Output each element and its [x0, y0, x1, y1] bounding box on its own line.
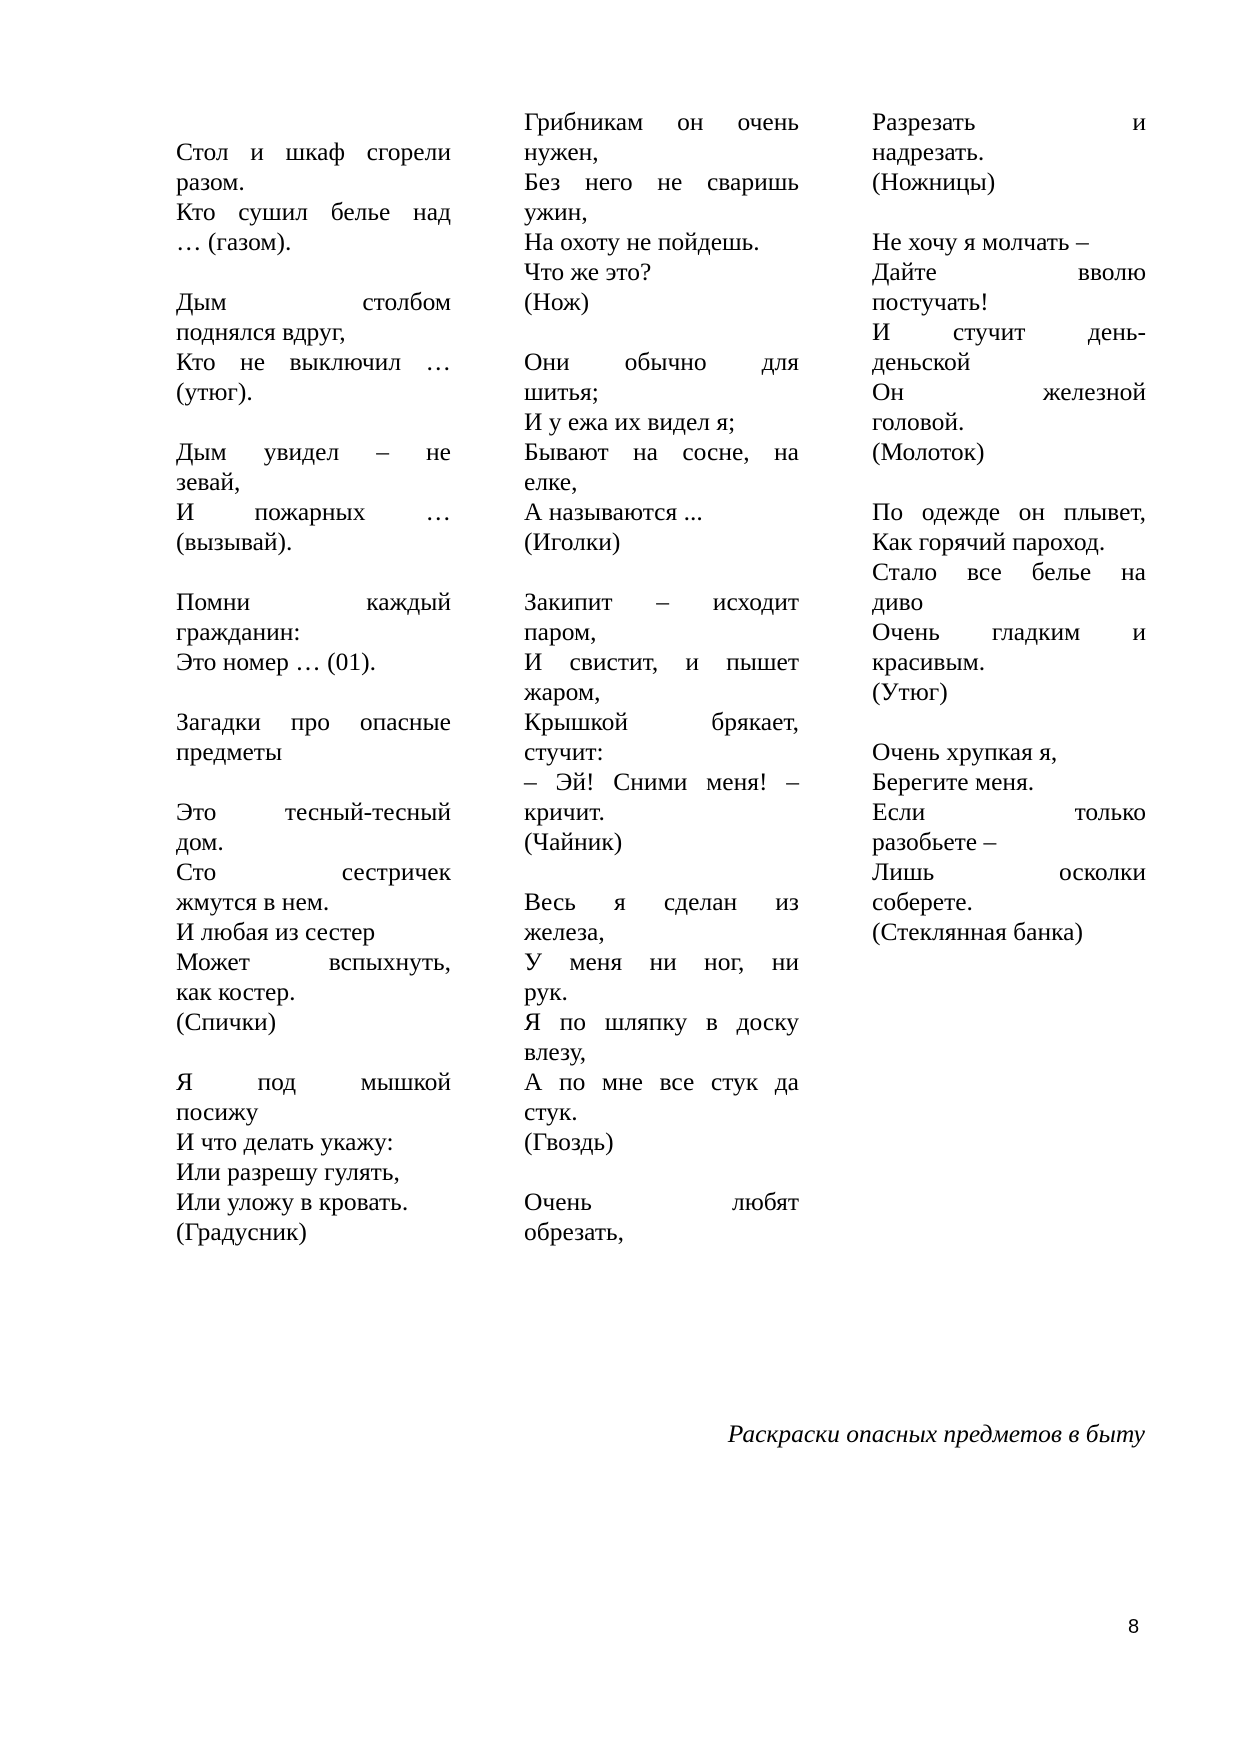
text-line: стучит:	[524, 737, 604, 766]
answer-line: (Спички)	[176, 1007, 277, 1036]
riddle-stanza	[176, 287, 451, 407]
text-line: гражданин:	[176, 617, 301, 646]
text-line: И пожарных …	[176, 497, 451, 526]
text-line: И что делать укажу:	[176, 1127, 394, 1156]
text-line: Я под мышкой	[176, 1067, 451, 1096]
text-line: – Эй! Сними меня! –	[524, 767, 799, 796]
text-line: разобьете –	[872, 827, 997, 856]
text-line: Бывают на сосне, на	[524, 437, 799, 466]
text-line: Или уложу в кровать.	[176, 1187, 409, 1216]
text-line: паром,	[524, 617, 597, 646]
text-line: Разрезать и	[872, 107, 1146, 136]
text-line: Закипит – исходит	[524, 587, 799, 616]
text-line: нужен,	[524, 137, 599, 166]
text-line: Сто сестричек	[176, 857, 451, 886]
text-line: соберете.	[872, 887, 973, 916]
text-line: поднялся вдруг,	[176, 317, 346, 346]
text-line: И свистит, и пышет	[524, 647, 799, 676]
text-line: посижу	[176, 1097, 259, 1126]
text-line: деньской	[872, 347, 971, 376]
answer-line: (Иголки)	[524, 527, 621, 556]
heading-line: предметы	[176, 737, 283, 766]
text-line: головой.	[872, 407, 965, 436]
text-line: … (газом).	[176, 227, 292, 256]
text-line: Очень гладким и	[872, 617, 1146, 646]
text-line: (утюг).	[176, 377, 253, 406]
text-line: жаром,	[524, 677, 601, 706]
text-line: И у ежа их видел я;	[524, 407, 736, 436]
text-line: постучать!	[872, 287, 989, 316]
answer-line: (Градусник)	[176, 1217, 307, 1246]
riddle-stanza	[176, 137, 451, 257]
text-line: Очень любят	[524, 1187, 799, 1216]
text-line: Может вспыхнуть,	[176, 947, 451, 976]
caption: Раскраски опасных предметов в быту	[727, 1419, 1145, 1448]
text-line: зевай,	[176, 467, 241, 496]
text-line: Кто сушил белье над	[176, 197, 451, 226]
text-line: Очень хрупкая я,	[872, 737, 1058, 766]
text-line: шитья;	[524, 377, 599, 406]
text-line: У меня ни ног, ни	[524, 947, 799, 976]
answer-line: (Ножницы)	[872, 167, 996, 196]
text-column-3	[872, 107, 1146, 947]
text-line: жмутся в нем.	[176, 887, 330, 916]
text-line: Лишь осколки	[872, 857, 1146, 886]
text-column-1	[176, 137, 451, 1247]
answer-line: (Чайник)	[524, 827, 623, 856]
text-line: Что же это?	[524, 257, 652, 286]
text-line: елке,	[524, 467, 578, 496]
text-line: Грибникам он очень	[524, 107, 799, 136]
page-number: 8	[1128, 1616, 1140, 1638]
text-column-2	[524, 107, 799, 1247]
text-line: красивым.	[872, 647, 986, 676]
text-line: дом.	[176, 827, 224, 856]
text-line: Они обычно для	[524, 347, 799, 376]
text-line: Или разрешу гулять,	[176, 1157, 400, 1186]
text-line: Не хочу я молчать –	[872, 227, 1089, 256]
text-line: влезу,	[524, 1037, 587, 1066]
answer-line: (Молоток)	[872, 437, 985, 466]
text-line: Это номер … (01).	[176, 647, 376, 676]
text-line: кричит.	[524, 797, 605, 826]
text-line: Дым увидел – не	[176, 437, 451, 466]
text-line: По одежде он плывет,	[872, 497, 1146, 526]
text-line: Крышкой брякает,	[524, 707, 799, 736]
riddle-stanza	[524, 107, 799, 317]
riddle-stanza	[176, 587, 451, 677]
riddle-stanza	[524, 1187, 799, 1247]
text-line: Я по шляпку в доску	[524, 1007, 799, 1036]
answer-line: (Утюг)	[872, 677, 948, 706]
section-heading	[176, 707, 451, 767]
text-line: Дым столбом	[176, 287, 451, 316]
text-line: Это тесный-тесный	[176, 797, 451, 826]
text-line: Как горячий пароход.	[872, 527, 1106, 556]
text-line: А по мне все стук да	[524, 1067, 799, 1096]
answer-line: (Стеклянная банка)	[872, 917, 1083, 946]
riddle-stanza	[872, 497, 1146, 707]
text-line: диво	[872, 587, 924, 616]
riddle-stanza	[872, 107, 1146, 197]
riddle-stanza	[524, 347, 799, 557]
answer-line: (Нож)	[524, 287, 590, 316]
text-line: разом.	[176, 167, 245, 196]
text-line: Помни каждый	[176, 587, 451, 616]
text-line: Кто не выключил …	[176, 347, 451, 376]
riddle-stanza	[872, 737, 1146, 947]
text-line: А называются ...	[524, 497, 703, 526]
text-line: Он железной	[872, 377, 1146, 406]
text-line: ужин,	[524, 197, 588, 226]
text-line: обрезать,	[524, 1217, 624, 1246]
text-line: Дайте вволю	[872, 257, 1146, 286]
answer-line: (Гвоздь)	[524, 1127, 614, 1156]
text-line: надрезать.	[872, 137, 985, 166]
riddle-stanza	[176, 1067, 451, 1247]
riddle-stanza	[176, 437, 451, 557]
riddle-stanza	[524, 887, 799, 1157]
text-line: Весь я сделан из	[524, 887, 799, 916]
text-line: рук.	[524, 977, 568, 1006]
text-line: (вызывай).	[176, 527, 293, 556]
text-line: На охоту не пойдешь.	[524, 227, 760, 256]
text-line: Если только	[872, 797, 1146, 826]
text-line: стук.	[524, 1097, 578, 1126]
riddle-stanza	[524, 587, 799, 857]
text-line: как костер.	[176, 977, 296, 1006]
text-line: И любая из сестер	[176, 917, 376, 946]
text-line: Стол и шкаф сгорели	[176, 137, 451, 166]
riddle-stanza	[872, 227, 1146, 467]
text-line: И стучит день-	[872, 317, 1146, 346]
riddle-stanza	[176, 797, 451, 1037]
text-line: Берегите меня.	[872, 767, 1035, 796]
text-line: Стало все белье на	[872, 557, 1146, 586]
text-line: Без него не сваришь	[524, 167, 799, 196]
text-line: железа,	[524, 917, 605, 946]
heading-line: Загадки про опасные	[176, 707, 451, 736]
